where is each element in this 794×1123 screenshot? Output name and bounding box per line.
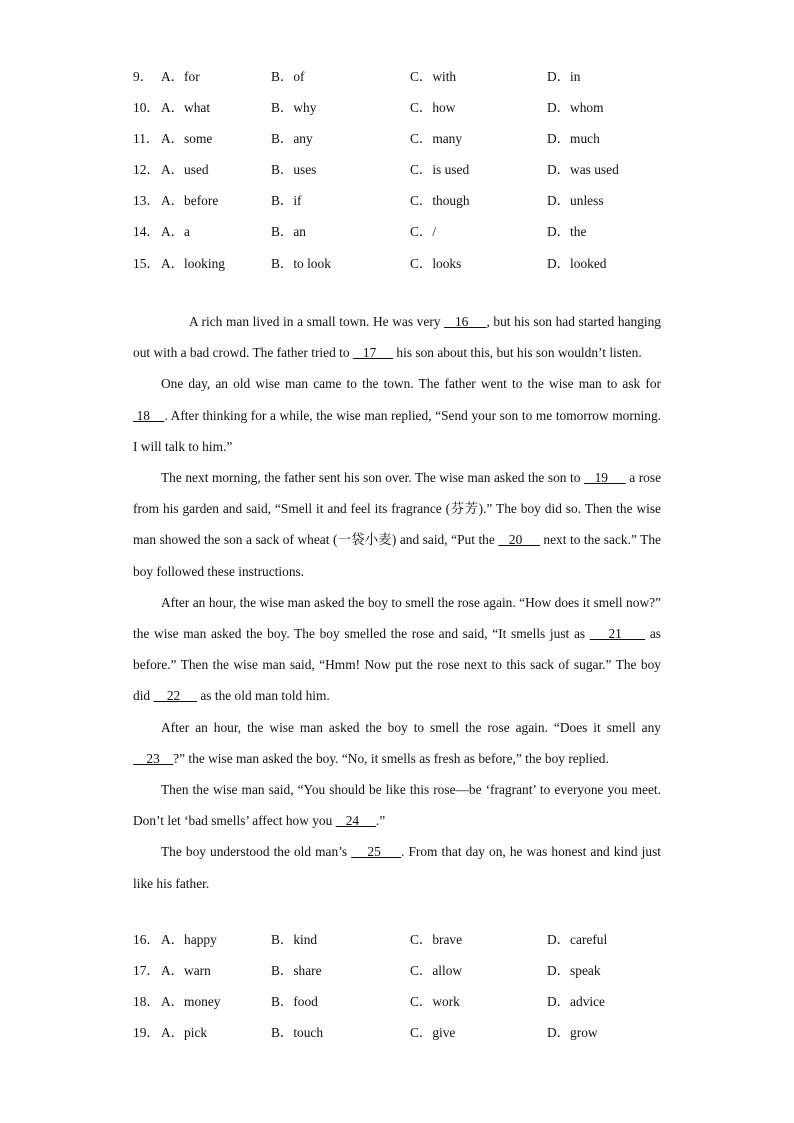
passage-text: The next morning, the father sent his son over. The wise man asked the son to — [161, 470, 584, 486]
passage-text: a rose from his garden and said, “Smell it and feel its fragrance (芬芳).” The boy did so. Then the wise man showed the son a sack of wheat (一袋小麦) and said, “Put the — [133, 470, 662, 548]
option-b: B．share — [271, 963, 322, 979]
passage-text: A rich man lived in a small town. He was very — [189, 314, 445, 329]
option-b: B．to look — [271, 255, 331, 271]
paragraph-7 — [133, 836, 661, 898]
option-a: A．looking — [161, 255, 225, 271]
option-d: D．unless — [547, 193, 604, 209]
option-a: A．warn — [161, 963, 211, 979]
paragraph-4 — [133, 587, 661, 712]
question-row-17 — [133, 963, 693, 994]
option-a: A．happy — [161, 932, 217, 947]
question-row-15 — [133, 256, 693, 287]
option-c: C．with — [410, 69, 457, 84]
option-b: B．why — [271, 100, 317, 116]
option-c: C．brave — [410, 932, 463, 947]
blank-18: 18 — [133, 407, 165, 423]
question-list-top — [133, 69, 693, 287]
question-row-18 — [133, 994, 693, 1025]
option-a: A．pick — [161, 1025, 208, 1041]
option-c: C．/ — [410, 224, 437, 240]
option-a: A．a — [161, 224, 191, 240]
question-row-13 — [133, 193, 693, 224]
passage-text: . From that day on, he was honest and kind just like his father. — [133, 844, 661, 891]
blank-22: 22 — [153, 688, 197, 704]
option-a: A．used — [161, 162, 209, 178]
option-b: B．any — [271, 131, 313, 147]
question-row-14 — [133, 224, 693, 255]
option-b: B．kind — [271, 932, 318, 947]
blank-21: 21 — [589, 626, 646, 642]
option-a: A．for — [161, 69, 200, 84]
question-number: 15． — [133, 255, 160, 271]
blank-16: 16 — [444, 314, 487, 329]
question-number: 12． — [133, 162, 160, 178]
passage-text: After an hour, the wise man asked the boy to smell the rose again. “Does it smell any — [161, 719, 661, 735]
passage-text: Then the wise man said, “You should be like this rose—be ‘fragrant’ to everyone you meet. Don’t let ‘bad smells’ affect how you — [133, 782, 661, 829]
paragraph-6 — [133, 774, 661, 836]
option-b: B．an — [271, 224, 306, 240]
option-d: D．advice — [547, 994, 606, 1010]
question-number: 9． — [133, 69, 154, 84]
option-c: C．is used — [410, 162, 470, 178]
blank-24: 24 — [335, 813, 376, 829]
option-c: C．allow — [410, 963, 463, 979]
question-list-bottom — [133, 932, 693, 1056]
option-c: C．how — [410, 100, 456, 116]
passage-text: as before.” Then the wise man said, “Hmm! Now put the rose next to this sack of sugar.” The boy did — [133, 626, 661, 704]
passage-text: . After thinking for a while, the wise man replied, “Send your son to me tomorrow morning. I will talk to him.” — [133, 407, 661, 454]
question-number: 14． — [133, 224, 160, 240]
option-b: B．if — [271, 193, 302, 209]
question-number: 16． — [133, 932, 160, 947]
passage-text: One day, an old wise man came to the town. The father went to the wise man to ask for — [161, 376, 661, 392]
question-row-16 — [133, 932, 693, 963]
passage-text: .” — [375, 813, 386, 829]
passage-text: After an hour, the wise man asked the boy to smell the rose again. “How does it smell now?” the wise man asked the boy. The boy smelled the rose and said, “It smells just as — [133, 594, 661, 642]
passage-text: , but his son had started hanging out with a bad crowd. The father tried to — [133, 314, 661, 361]
option-a: A．before — [161, 193, 219, 209]
reading-passage — [133, 306, 661, 899]
question-number: 11． — [133, 131, 160, 147]
question-number: 10． — [133, 100, 160, 116]
option-d: D．in — [547, 69, 581, 84]
blank-25: 25 — [351, 844, 402, 860]
question-number: 17． — [133, 963, 160, 979]
option-b: B．touch — [271, 1025, 324, 1041]
option-c: C．work — [410, 994, 460, 1010]
option-d: D．grow — [547, 1025, 598, 1041]
paragraph-1 — [133, 306, 661, 368]
blank-19: 19 — [584, 470, 626, 486]
option-d: D．looked — [547, 255, 607, 271]
paragraph-3 — [133, 462, 661, 587]
paragraph-5 — [133, 712, 661, 774]
option-d: D．whom — [547, 100, 604, 116]
option-c: C．many — [410, 131, 463, 147]
passage-text: his son about this, but his son wouldn’t listen. — [393, 345, 642, 361]
question-row-19 — [133, 1025, 693, 1056]
option-b: B．food — [271, 994, 318, 1010]
passage-text: next to the sack.” The boy followed these instructions. — [133, 532, 661, 579]
question-row-9 — [133, 69, 693, 100]
option-c: C．looks — [410, 255, 462, 271]
option-a: A．some — [161, 131, 213, 147]
option-d: D．was used — [547, 162, 619, 178]
question-number: 13． — [133, 193, 160, 209]
option-b: B．uses — [271, 162, 317, 178]
question-number: 18． — [133, 994, 160, 1010]
blank-20: 20 — [498, 532, 540, 548]
question-row-10 — [133, 100, 693, 131]
option-b: B．of — [271, 69, 305, 84]
option-c: C．give — [410, 1025, 456, 1041]
question-number: 19． — [133, 1025, 160, 1041]
option-a: A．money — [161, 994, 221, 1010]
passage-text: ?” the wise man asked the boy. “No, it smells as fresh as before,” the boy replied. — [173, 750, 609, 766]
option-d: D．much — [547, 131, 600, 147]
passage-text: as the old man told him. — [197, 688, 330, 704]
blank-17: 17 — [352, 345, 394, 361]
option-c: C．though — [410, 193, 470, 209]
option-d: D．speak — [547, 963, 601, 979]
blank-23: 23 — [133, 750, 174, 766]
option-a: A．what — [161, 100, 211, 116]
question-row-11 — [133, 131, 693, 162]
option-d: D．careful — [547, 932, 608, 947]
passage-text: The boy understood the old man’s — [161, 844, 352, 860]
option-d: D．the — [547, 224, 587, 240]
paragraph-2 — [133, 368, 661, 462]
question-row-12 — [133, 162, 693, 193]
